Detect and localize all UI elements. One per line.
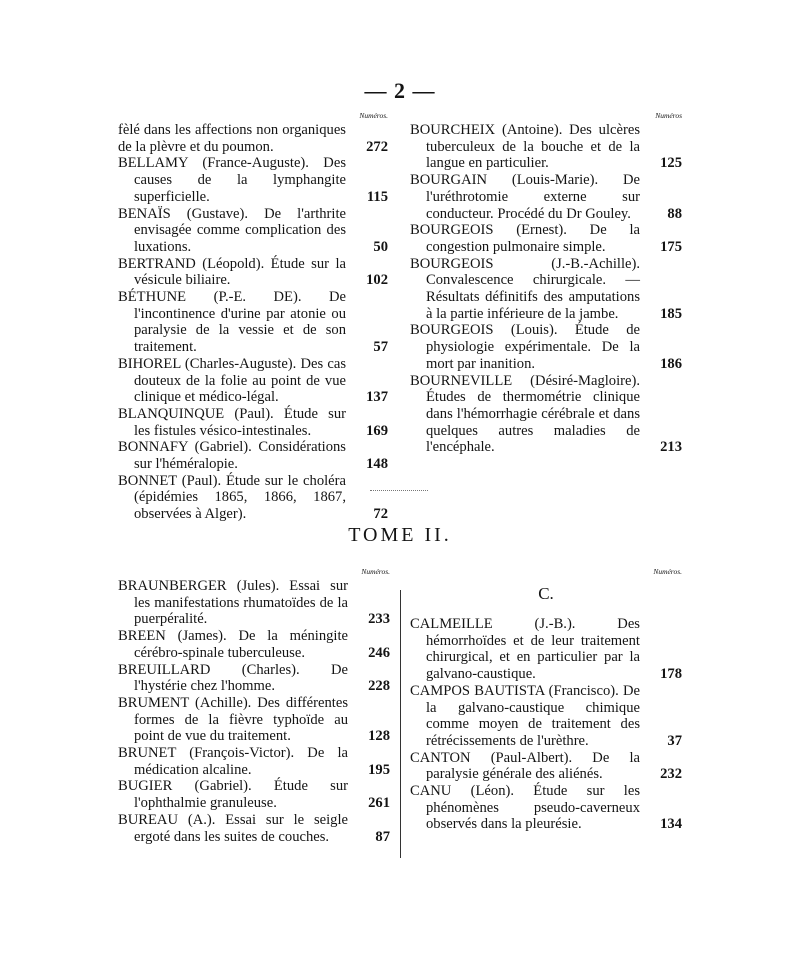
entry-text: CALMEILLE (J.-B.). Des hémorrhoïdes et de leur traitement chirurgical, et en particulier par la galvano-caustique. (410, 616, 640, 683)
entry-number: 128 (368, 728, 390, 745)
entry-text: CAMPOS BAUTISTA (Francisco). De la galvano-caustique chimique comme moyen de traitement des rétrécissements de l'urèthre. (410, 682, 640, 749)
entry-number: 148 (366, 456, 388, 473)
entry-text: fèlé dans les affections non organiques de la plèvre et du poumon. (118, 122, 346, 155)
index-entry (410, 172, 682, 222)
entry-number: 213 (660, 439, 682, 456)
entry-list (410, 616, 682, 833)
entry-number: 137 (366, 389, 388, 406)
page-number: — 2 — (364, 78, 436, 103)
index-entry (118, 356, 388, 406)
entry-number: 232 (660, 766, 682, 783)
entry-text: BOURCHEIX (Antoine). Des ulcères tuberculeux de la bouche et de la langue en particulier. (410, 122, 640, 172)
index-entry (118, 745, 390, 778)
entry-number: 57 (373, 339, 388, 356)
entry-text: BELLAMY (France-Auguste). Des causes de la lymphangite superficielle. (118, 155, 346, 205)
entry-number: 88 (667, 205, 682, 222)
index-entry (118, 256, 388, 289)
numeros-header: Numéros. (359, 111, 388, 120)
tome-title: TOME II. (348, 524, 452, 546)
entry-list (410, 122, 682, 456)
entry-list (118, 578, 390, 845)
entry-text: BUREAU (A.). Essai sur le seigle ergoté dans les suites de couches. (118, 811, 348, 845)
entry-text: BÉTHUNE (P.-E. DE). De l'incontinence d'urine par atonie ou paralysie de la vessie et de son traitement. (118, 289, 346, 356)
index-entry (410, 322, 682, 372)
index-entry (118, 778, 390, 811)
index-entry (410, 122, 682, 172)
entry-number: 37 (667, 732, 682, 749)
index-entry (410, 683, 682, 750)
index-entry (118, 473, 388, 523)
index-entry (410, 256, 682, 323)
entry-text: BOURGEOIS (J.-B.-Achille). Convalescence chirurgicale. — Résultats définitifs des amputations à la partie inférieure de la jambe. (410, 255, 640, 322)
numeros-header: Numéros (655, 111, 682, 120)
entry-number: 195 (368, 761, 390, 778)
entry-text: BENAÏS (Gustave). De l'arthrite envisagée comme complication des luxations. (118, 205, 346, 255)
entry-number: 125 (660, 155, 682, 172)
entry-number: 169 (366, 422, 388, 439)
entry-text: BRUNET (François-Victor). De la médication alcaline. (118, 745, 348, 778)
entry-number: 102 (366, 272, 388, 289)
index-entry (410, 750, 682, 783)
index-entry (118, 662, 390, 695)
index-entry (118, 406, 388, 439)
index-entry (118, 439, 388, 472)
entry-text: BONNAFY (Gabriel). Considérations sur l'héméralopie. (118, 439, 346, 473)
entry-number: 115 (366, 188, 388, 205)
index-entry (410, 373, 682, 457)
section-letter: C. (538, 584, 554, 603)
entry-text: CANTON (Paul-Albert). De la paralysie générale des aliénés. (410, 749, 640, 783)
entry-number: 246 (368, 644, 390, 661)
entry-number: 186 (660, 355, 682, 372)
entry-number: 272 (366, 138, 388, 155)
entry-text: BUGIER (Gabriel). Étude sur l'ophthalmie granuleuse. (118, 778, 348, 812)
entry-text: BRAUNBERGER (Jules). Essai sur les manifestations rhumatoïdes de la puerpéralité. (118, 578, 348, 628)
index-entry (118, 812, 390, 845)
entry-text: BIHOREL (Charles-Auguste). Des cas douteux de la folie au point de vue clinique et médico-légal. (118, 355, 346, 406)
entry-text: BOURNEVILLE (Désiré-Magloire). Études de thermométrie clinique dans l'hémorrhagie cérébrale et dans quelques autres maladies de l'encéphale. (410, 372, 640, 456)
entry-text: BLANQUINQUE (Paul). Étude sur les fistules vésico-intestinales. (118, 405, 346, 439)
entry-list (118, 122, 388, 523)
entry-number: 178 (660, 666, 682, 683)
entry-text: BRUMENT (Achille). Des différentes formes de la fièvre typhoïde au point de vue du traitement. (118, 694, 348, 745)
entry-text: BOURGAIN (Louis-Marie). De l'uréthrotomie externe sur conducteur. Procédé du Dr Gouley. (410, 172, 640, 222)
entry-text: BERTRAND (Léopold). Étude sur la vésicule biliaire. (118, 255, 346, 289)
entry-number: 50 (373, 238, 388, 255)
entry-number: 233 (368, 611, 390, 628)
index-entry (410, 616, 682, 683)
index-entry (118, 695, 390, 745)
index-entry (118, 155, 388, 205)
entry-number: 134 (660, 816, 682, 833)
numeros-header: Numéros. (361, 567, 390, 576)
entry-number: 72 (373, 506, 388, 523)
tome1-right-column (410, 110, 682, 456)
tome1-left-column (118, 110, 388, 523)
numeros-header: Numéros. (653, 567, 682, 576)
entry-text: BREUILLARD (Charles). De l'hystérie chez l'homme. (118, 661, 348, 695)
section-separator (370, 490, 428, 491)
entry-text: BREEN (James). De la méningite cérébro-spinale tuberculeuse. (118, 628, 348, 661)
index-entry (118, 289, 388, 356)
entry-text: CANU (Léon). Étude sur les phénomènes pseudo-caverneux observés dans la pleurésie. (410, 783, 640, 833)
entry-number: 185 (660, 305, 682, 322)
entry-number: 175 (660, 238, 682, 255)
index-entry (118, 206, 388, 256)
index-entry (118, 578, 390, 628)
index-entry (118, 122, 388, 155)
entry-text: BOURGEOIS (Louis). Étude de physiologie expérimentale. De la mort par inanition. (410, 322, 640, 372)
entry-number: 228 (368, 678, 390, 695)
tome2-right-column (410, 566, 682, 833)
index-entry (118, 628, 390, 661)
index-entry (410, 222, 682, 255)
entry-text: BOURGEOIS (Ernest). De la congestion pulmonaire simple. (410, 222, 640, 255)
index-entry (410, 783, 682, 833)
entry-number: 261 (368, 795, 390, 812)
entry-text: BONNET (Paul). Étude sur le choléra (épidémies 1865, 1866, 1867, observées à Alger). (118, 472, 346, 523)
tome2-left-column (118, 566, 390, 845)
column-divider (400, 590, 401, 858)
entry-number: 87 (375, 828, 390, 845)
